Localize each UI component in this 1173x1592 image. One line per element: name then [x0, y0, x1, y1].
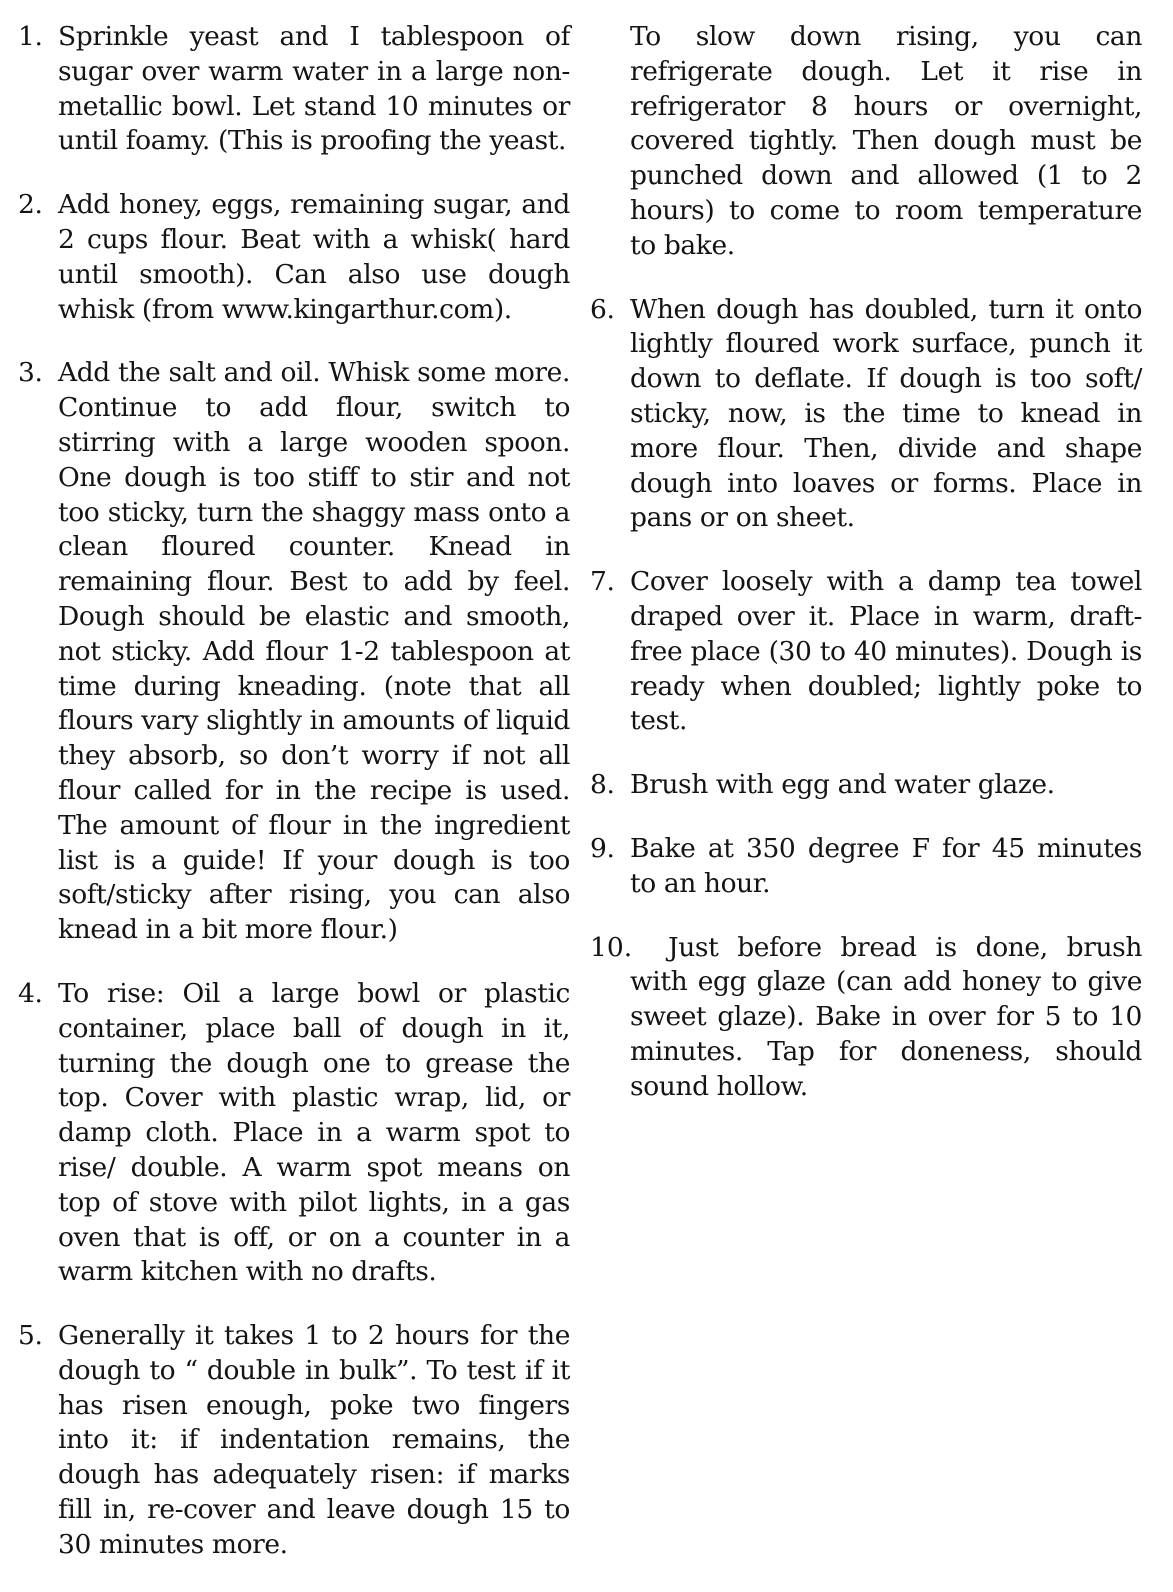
step-5	[18, 1319, 570, 1563]
step-text: Bake at 350 degree F for 45 minutes to an hour.	[630, 832, 1142, 899]
step-5-continuation: To slow down rising, you can refrigerate dough. Let it rise in refrigerator 8 hours or overnight, covered tightly. Then dough must be punched down and allowed (1 to 2 hours) to come to room temperature to bake.	[630, 21, 1142, 261]
step-number: 9.	[590, 832, 615, 864]
step-number: 8.	[590, 769, 615, 801]
step-number: 4.	[18, 977, 43, 1009]
step-text: Add honey, eggs, remaining sugar, and 2 cups flour. Beat with a whisk( hard until smooth). Can also use dough whisk (from www.kingarthur.com).	[58, 189, 570, 325]
step-9	[590, 832, 1142, 902]
step-text: Generally it takes 1 to 2 hours for the dough to “ double in bulk”. To test if it has risen enough, poke two fingers into it: if indentation remains, the dough has adequately risen: if marks fill in, re-cover and leave dough 15 to 30 minutes more.	[58, 1320, 570, 1560]
step-10	[590, 931, 1142, 1105]
step-2	[18, 188, 570, 327]
step-text: Just before bread is done, brush with egg glaze (can add honey to give sweet glaze). Bake in over for 5 to 10 minutes. Tap for doneness, should sound hollow.	[630, 931, 1142, 1102]
step-text: When dough has doubled, turn it onto lightly floured work surface, punch it down to deflate. If dough is too soft/ sticky, now, is the time to knead in more flour. Then, divide and shape dough into loaves or forms. Place in pans or on sheet.	[630, 293, 1142, 534]
step-number: 3.	[18, 357, 43, 389]
step-number: 5.	[18, 1320, 43, 1352]
step-number: 10.	[590, 931, 633, 963]
right-column	[590, 20, 1142, 1134]
step-number: 1.	[18, 21, 43, 52]
step-6	[590, 293, 1142, 537]
step-4	[18, 977, 570, 1290]
step-number: 6.	[590, 293, 615, 325]
step-8	[590, 768, 1142, 803]
step-text: To rise: Oil a large bowl or plastic container, place ball of dough in it, turning the dough one to grease the top. Cover with plastic wrap, lid, or damp cloth. Place in a warm spot to rise/ double. A warm spot means on top of stove with pilot lights, in a gas oven that is off, or on a counter in a warm kitchen with no drafts.	[58, 977, 570, 1288]
step-1	[18, 20, 570, 159]
step-7	[590, 565, 1142, 739]
left-column	[18, 20, 570, 1592]
step-text: Sprinkle yeast and I tablespoon of sugar over warm water in a large non-metallic bowl. Let stand 10 minutes or until foamy. (This is proofing the yeast.	[58, 21, 570, 157]
step-3	[18, 356, 570, 948]
step-text: Add the salt and oil. Whisk some more. Continue to add flour, switch to stirring with a large wooden spoon. One dough is too stiff to stir and not too sticky, turn the shaggy mass onto a clean floured counter. Knead in remaining flour. Best to add by feel. Dough should be elastic and smooth, not sticky. Add flour 1-2 tablespoon at time during kneading. (note that all flours vary slightly in amounts of liquid they absorb, so don’t worry if not all flour called for in the recipe is used. The amount of flour in the ingredient list is a guide! If your dough is too soft/sticky after rising, you can also knead in a bit more flour.)	[58, 357, 570, 946]
step-number: 2.	[18, 189, 43, 221]
step-number: 7.	[590, 566, 615, 598]
step-text: Cover loosely with a damp tea towel draped over it. Place in warm, draft-free place (30 to 40 minutes). Dough is ready when doubled; lightly poke to test.	[630, 566, 1142, 737]
step-text: Brush with egg and water glaze.	[630, 769, 1055, 801]
